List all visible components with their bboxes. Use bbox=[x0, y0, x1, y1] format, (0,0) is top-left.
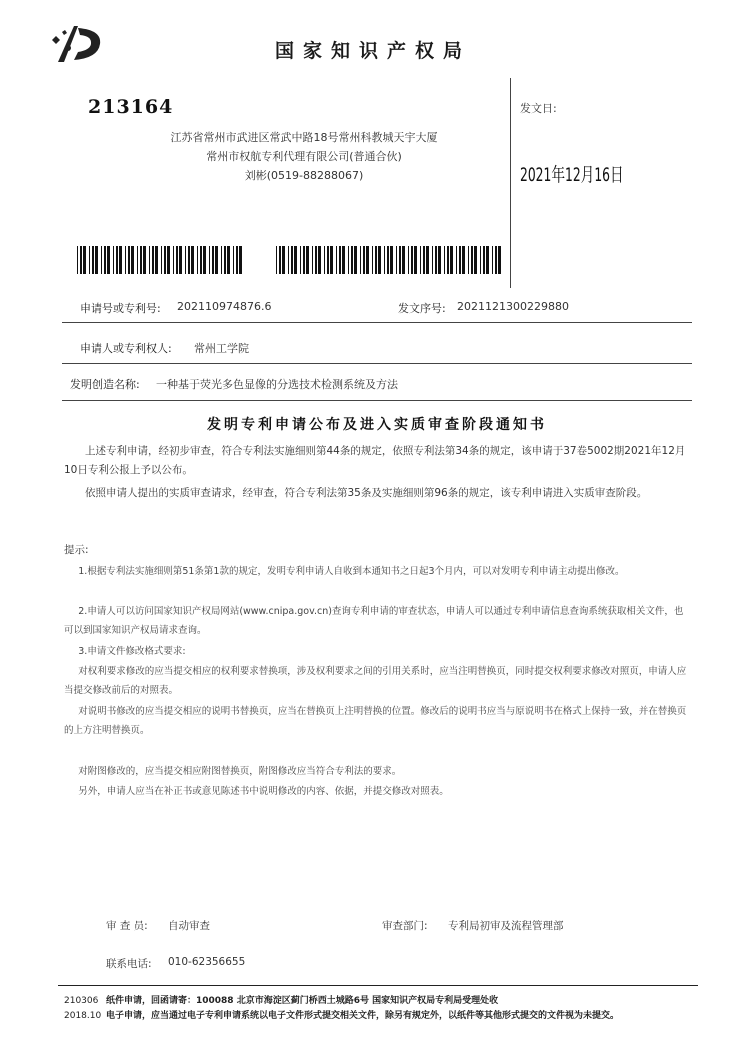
barcode-bar bbox=[363, 246, 365, 274]
barcode-bar bbox=[197, 246, 198, 274]
barcode-bar bbox=[128, 246, 130, 274]
barcode-bar bbox=[101, 246, 102, 274]
barcode-bar bbox=[288, 246, 289, 274]
barcode-bar bbox=[318, 246, 321, 274]
barcode-bar bbox=[435, 246, 437, 274]
notice-paragraph-2: 依照申请人提出的实质审查请求，经审查，符合专利法第35条及实施细则第96条的规定，该专利申请进入实质审查阶段。 bbox=[85, 487, 648, 499]
mailing-note: 纸件申请，回函请寄：100088 北京市海淀区蓟门桥西土城路6号 国家知识产权局专利局受理处收 bbox=[106, 996, 499, 1006]
barcode-bar bbox=[411, 246, 413, 274]
send-date-value: 2021年12月16日 bbox=[520, 164, 624, 186]
barcode-bar bbox=[279, 246, 281, 274]
electronic-note: 电子申请，应当通过电子专利申请系统以电子文件形式提交相关文件，除另有规定外，以纸件等其他形式提交的文件视为未提交。 bbox=[106, 1011, 620, 1021]
barcode-bar bbox=[432, 246, 433, 274]
barcode-bar bbox=[336, 246, 337, 274]
barcode-bar bbox=[173, 246, 174, 274]
barcode-bar bbox=[396, 246, 397, 274]
barcode-bar bbox=[152, 246, 154, 274]
barcode-bar bbox=[155, 246, 158, 274]
barcode-bar bbox=[438, 246, 441, 274]
barcode-bar bbox=[119, 246, 122, 274]
contact-phone: 010-62356655 bbox=[168, 956, 246, 968]
barcode-bar bbox=[408, 246, 409, 274]
barcode-bar bbox=[77, 246, 78, 274]
barcode-bar bbox=[387, 246, 389, 274]
barcode-bar bbox=[372, 246, 373, 274]
cnipa-logo-icon bbox=[48, 18, 110, 68]
barcode-bar bbox=[351, 246, 353, 274]
barcode-bar bbox=[143, 246, 146, 274]
divider-line-2 bbox=[62, 363, 692, 364]
barcode-bar bbox=[300, 246, 301, 274]
barcode-bar bbox=[131, 246, 134, 274]
barcode-bar bbox=[348, 246, 349, 274]
barcode-bar bbox=[378, 246, 381, 274]
office-name: 国家知识产权局 bbox=[275, 40, 472, 62]
barcode-bar bbox=[450, 246, 453, 274]
barcode-bar bbox=[384, 246, 385, 274]
barcode-bar bbox=[282, 246, 285, 274]
postal-code: 213164 bbox=[88, 96, 174, 118]
barcode-bar bbox=[83, 246, 86, 274]
barcode-bar bbox=[375, 246, 377, 274]
serial-number: 2021121300229880 bbox=[457, 300, 569, 313]
barcode-bar bbox=[366, 246, 369, 274]
barcode-bar bbox=[227, 246, 230, 274]
bottom-divider bbox=[58, 985, 698, 986]
barcode-bar bbox=[95, 246, 98, 274]
barcode-bar bbox=[459, 246, 461, 274]
application-number: 202110974876.6 bbox=[177, 300, 272, 313]
barcode-bar bbox=[495, 246, 497, 274]
barcode-bar bbox=[167, 246, 170, 274]
tips-label: 提示: bbox=[64, 544, 89, 556]
barcode-bar bbox=[474, 246, 477, 274]
barcode-bar bbox=[212, 246, 214, 274]
examiner-name: 自动审查 bbox=[168, 920, 210, 932]
recipient-address bbox=[104, 128, 504, 185]
barcode-bar bbox=[200, 246, 202, 274]
address-line-1: 江苏省常州市武进区常武中路18号常州科教城天宇大厦 bbox=[170, 131, 438, 144]
barcode-bar bbox=[149, 246, 150, 274]
tip-item: 1.根据专利法实施细则第51条第1款的规定，发明专利申请人自收到本通知书之日起3个月内，可以对发明专利申请主动提出修改。 bbox=[78, 566, 625, 577]
barcode-bar bbox=[480, 246, 481, 274]
barcode-bar bbox=[486, 246, 489, 274]
barcode-bar bbox=[215, 246, 218, 274]
barcode-left bbox=[77, 246, 247, 274]
barcode-bar bbox=[303, 246, 305, 274]
divider-line-1 bbox=[62, 322, 692, 323]
barcode-bar bbox=[462, 246, 465, 274]
barcode-bar bbox=[402, 246, 405, 274]
barcode-bar bbox=[360, 246, 361, 274]
barcode-bar bbox=[176, 246, 178, 274]
department-label: 审查部门: bbox=[382, 920, 428, 932]
barcode-bar bbox=[315, 246, 317, 274]
barcode-bar bbox=[342, 246, 345, 274]
barcode-bar bbox=[140, 246, 142, 274]
barcode-bar bbox=[330, 246, 333, 274]
barcode-bar bbox=[137, 246, 138, 274]
invention-title: 一种基于荧光多色显像的分选技术检测系统及方法 bbox=[156, 378, 398, 391]
invention-title-label: 发明创造名称: bbox=[70, 378, 140, 391]
form-version: 2018.10 bbox=[64, 1011, 102, 1021]
tip-item: 另外，申请人应当在补正书或意见陈述书中说明修改的内容、依据，并提交修改对照表。 bbox=[78, 786, 449, 797]
barcode-bar bbox=[276, 246, 277, 274]
barcode-bar bbox=[420, 246, 421, 274]
barcode-bar bbox=[423, 246, 425, 274]
barcode-bar bbox=[414, 246, 417, 274]
tip-item: 2.申请人可以访问国家知识产权局网站(www.cnipa.gov.cn)查询专利申请的审查状态，申请人可以通过专利申请信息查询系统获取相关文件，也可以到国家知识产权局请求查询。 bbox=[64, 606, 684, 636]
barcode-bar bbox=[233, 246, 234, 274]
notice-paragraph-1: 上述专利申请，经初步审查，符合专利法实施细则第44条的规定，依照专利法第34条的规定，该申请于37卷5002期2021年12月10日专利公报上予以公布。 bbox=[64, 445, 686, 476]
contact-phone-label: 联系电话: bbox=[106, 958, 152, 970]
barcode-bar bbox=[191, 246, 194, 274]
barcode-bar bbox=[89, 246, 90, 274]
form-code: 210306 bbox=[64, 996, 99, 1006]
barcode-bar bbox=[390, 246, 393, 274]
application-number-label: 申请号或专利号: bbox=[80, 302, 161, 315]
barcode-bar bbox=[221, 246, 222, 274]
applicant-name: 常州工学院 bbox=[194, 342, 249, 355]
barcode-bar bbox=[468, 246, 469, 274]
department-name: 专利局初审及流程管理部 bbox=[448, 920, 564, 932]
barcode-bar bbox=[354, 246, 357, 274]
barcode-bar bbox=[306, 246, 309, 274]
send-date-label: 发文日: bbox=[520, 102, 557, 115]
tip-item: 对说明书修改的应当提交相应的说明书替换页，应当在替换页上注明替换的位置。修改后的说明书应当与原说明书在格式上保持一致，并在替换页的上方注明替换页。 bbox=[64, 706, 687, 736]
barcode-bar bbox=[239, 246, 242, 274]
tip-item: 3.申请文件修改格式要求: bbox=[78, 646, 186, 657]
barcode-bar bbox=[447, 246, 449, 274]
barcode-bar bbox=[236, 246, 238, 274]
barcode-bar bbox=[498, 246, 501, 274]
address-line-2: 常州市权航专利代理有限公司(普通合伙) bbox=[206, 150, 402, 163]
barcode-bar bbox=[209, 246, 210, 274]
barcode-bar bbox=[483, 246, 485, 274]
barcode-bar bbox=[116, 246, 118, 274]
barcode-right bbox=[276, 246, 501, 274]
barcode-bar bbox=[164, 246, 166, 274]
barcode-bar bbox=[456, 246, 457, 274]
notice-title: 发明专利申请公布及进入实质审查阶段通知书 bbox=[207, 417, 547, 433]
barcode-bar bbox=[426, 246, 429, 274]
barcode-bar bbox=[327, 246, 329, 274]
barcode-bar bbox=[324, 246, 325, 274]
recipient-phone: 刘彬(0519-88288067) bbox=[244, 169, 364, 182]
barcode-bar bbox=[224, 246, 226, 274]
barcode-bar bbox=[188, 246, 190, 274]
applicant-label: 申请人或专利权人: bbox=[80, 342, 172, 355]
barcode-bar bbox=[339, 246, 341, 274]
barcode-bar bbox=[113, 246, 114, 274]
barcode-bar bbox=[203, 246, 206, 274]
barcode-bar bbox=[444, 246, 445, 274]
barcode-bar bbox=[104, 246, 106, 274]
barcode-bar bbox=[107, 246, 110, 274]
barcode-bar bbox=[80, 246, 82, 274]
barcode-bar bbox=[161, 246, 162, 274]
barcode-bar bbox=[92, 246, 94, 274]
barcode-bar bbox=[492, 246, 493, 274]
tip-item: 对附图修改的，应当提交相应附图替换页，附图修改应当符合专利法的要求。 bbox=[78, 766, 402, 777]
barcode-bar bbox=[399, 246, 401, 274]
barcode-bar bbox=[294, 246, 297, 274]
barcode-bar bbox=[125, 246, 126, 274]
tip-item: 对权利要求修改的应当提交相应的权利要求替换项，涉及权利要求之间的引用关系时，应当注明替换页，同时提交权利要求修改对照页，申请人应当提交修改前后的对照表。 bbox=[64, 666, 687, 696]
examiner-label: 审 查 员: bbox=[106, 920, 148, 932]
barcode-bar bbox=[185, 246, 186, 274]
barcode-bar bbox=[312, 246, 313, 274]
barcode-bar bbox=[291, 246, 293, 274]
barcode-bar bbox=[179, 246, 182, 274]
barcode-bar bbox=[471, 246, 473, 274]
divider-line-3 bbox=[62, 400, 692, 401]
serial-number-label: 发文序号: bbox=[398, 302, 446, 315]
